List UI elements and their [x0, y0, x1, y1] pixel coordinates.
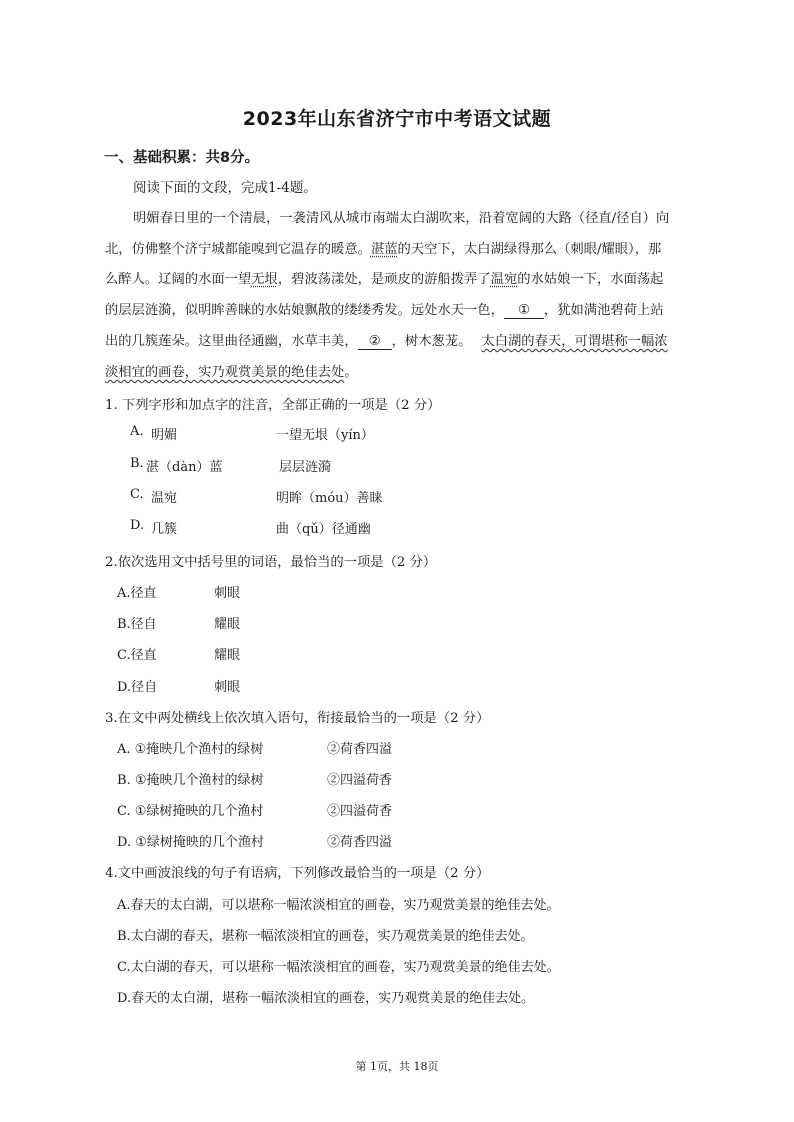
- passage-line: [105, 361, 358, 380]
- option-text: A.径直: [117, 586, 157, 601]
- question-stem: 2.依次选用文中括号里的词语，最恰当的一项是（2 分）: [105, 555, 437, 570]
- option-text: 湛（dàn）蓝: [146, 460, 223, 475]
- option-text: 明媚: [151, 428, 178, 443]
- text: ，碧波荡漾处，是顽皮的游船拨弄了: [277, 272, 491, 287]
- dotted-word: 无垠: [251, 272, 278, 287]
- option-label: A.: [130, 424, 144, 439]
- text: 么醉人。辽阔的水面一望: [105, 272, 252, 287]
- dotted-word: 温宛: [490, 272, 518, 287]
- text: ，犹如满池碧荷上站: [543, 303, 664, 318]
- option-text: B.径自: [117, 617, 157, 632]
- option-label: D.: [130, 518, 145, 533]
- option-text: ②荷香四溢: [327, 742, 393, 757]
- option-text: D.径自: [117, 680, 158, 695]
- option-text: 耀眼: [214, 648, 241, 663]
- option-text: C.太白湖的春天，可以堪称一幅浓淡相宜的画卷，实乃观赏美景的绝佳去处。: [117, 960, 560, 975]
- passage-line: [105, 330, 668, 350]
- passage-line: [105, 268, 663, 287]
- option-text: ②四溢荷香: [327, 804, 393, 819]
- option-label: C.: [130, 487, 144, 502]
- option-text: 刺眼: [214, 586, 241, 601]
- text: 。: [344, 365, 358, 380]
- option-text: D. ①绿树掩映的几个渔村: [117, 835, 264, 850]
- passage-line: [105, 299, 664, 319]
- option-text: 曲（qǔ）径通幽: [276, 522, 371, 537]
- option-label: B.: [130, 456, 144, 471]
- option-text: A.春天的太白湖，可以堪称一幅浓淡相宜的画卷，实乃观赏美景的绝佳去处。: [117, 898, 560, 913]
- option-text: 耀眼: [214, 617, 241, 632]
- option-text: ②四溢荷香: [327, 773, 393, 788]
- option-text: 刺眼: [214, 680, 241, 695]
- instruction: 阅读下面的文段，完成1-4题。: [133, 180, 317, 196]
- option-text: 几簇: [151, 522, 178, 537]
- option-text: 层层涟漪: [279, 460, 332, 475]
- text: 的层层涟漪，似明眸善睐的水姑娘飘散的缕缕秀发。远处水天一色，: [105, 303, 504, 318]
- blank-2: ②: [358, 334, 392, 350]
- option-text: C.径直: [117, 648, 157, 663]
- option-text: C. ①绿树掩映的几个渔村: [117, 804, 264, 819]
- option-text: 温宛: [151, 491, 178, 506]
- passage-line: 明媚春日里的一个清晨，一袭清风从城市南端太白湖吹来，沿着宽阔的大路（径直/径自）向: [133, 211, 670, 226]
- option-text: ②荷香四溢: [327, 835, 393, 850]
- blank-1: ①: [504, 303, 544, 319]
- text: ，树木葱茏。: [391, 334, 472, 349]
- wavy-sentence: 太白湖的春天，可谓堪称一幅浓: [481, 334, 668, 349]
- text: 北，仿佛整个济宁城都能嗅到它温存的暖意。: [105, 242, 371, 257]
- page-title: 2023年山东省济宁市中考语文试题: [242, 108, 552, 130]
- option-text: B.太白湖的春天，堪称一幅浓淡相宜的画卷，实乃观赏美景的绝佳去处。: [117, 929, 534, 944]
- text: 的水姑娘一下，水面荡起: [517, 272, 664, 287]
- passage-line: [105, 238, 661, 257]
- option-text: B. ①掩映几个渔村的绿树: [117, 773, 264, 788]
- option-text: 明眸（móu）善睐: [276, 491, 383, 506]
- section-heading: 一、基础积累：共8分。: [104, 150, 260, 166]
- wavy-sentence: 淡相宜的画卷，实乃观赏美景的绝佳去处: [105, 365, 345, 380]
- text: 出的几簇莲朵。这里曲径通幽，水草丰美，: [105, 334, 358, 349]
- question-stem: 1. 下列字形和加点字的注音，全部正确的一项是（2 分）: [105, 398, 441, 413]
- page-footer: 第 1页，共 18页: [355, 1060, 439, 1073]
- text: 的天空下，太白湖绿得那么（刺眼/耀眼），那: [397, 242, 662, 257]
- question-stem: 3.在文中两处横线上依次填入语句，衔接最恰当的一项是（2 分）: [105, 711, 490, 726]
- option-text: A. ①掩映几个渔村的绿树: [117, 742, 264, 757]
- question-stem: 4.文中画波浪线的句子有语病，下列修改最恰当的一项是（2 分）: [105, 866, 490, 881]
- option-text: 一望无垠（yín）: [276, 428, 374, 443]
- option-text: D.春天的太白湖，堪称一幅浓淡相宜的画卷，实乃观赏美景的绝佳去处。: [117, 991, 535, 1006]
- dotted-word: 湛蓝: [370, 242, 398, 257]
